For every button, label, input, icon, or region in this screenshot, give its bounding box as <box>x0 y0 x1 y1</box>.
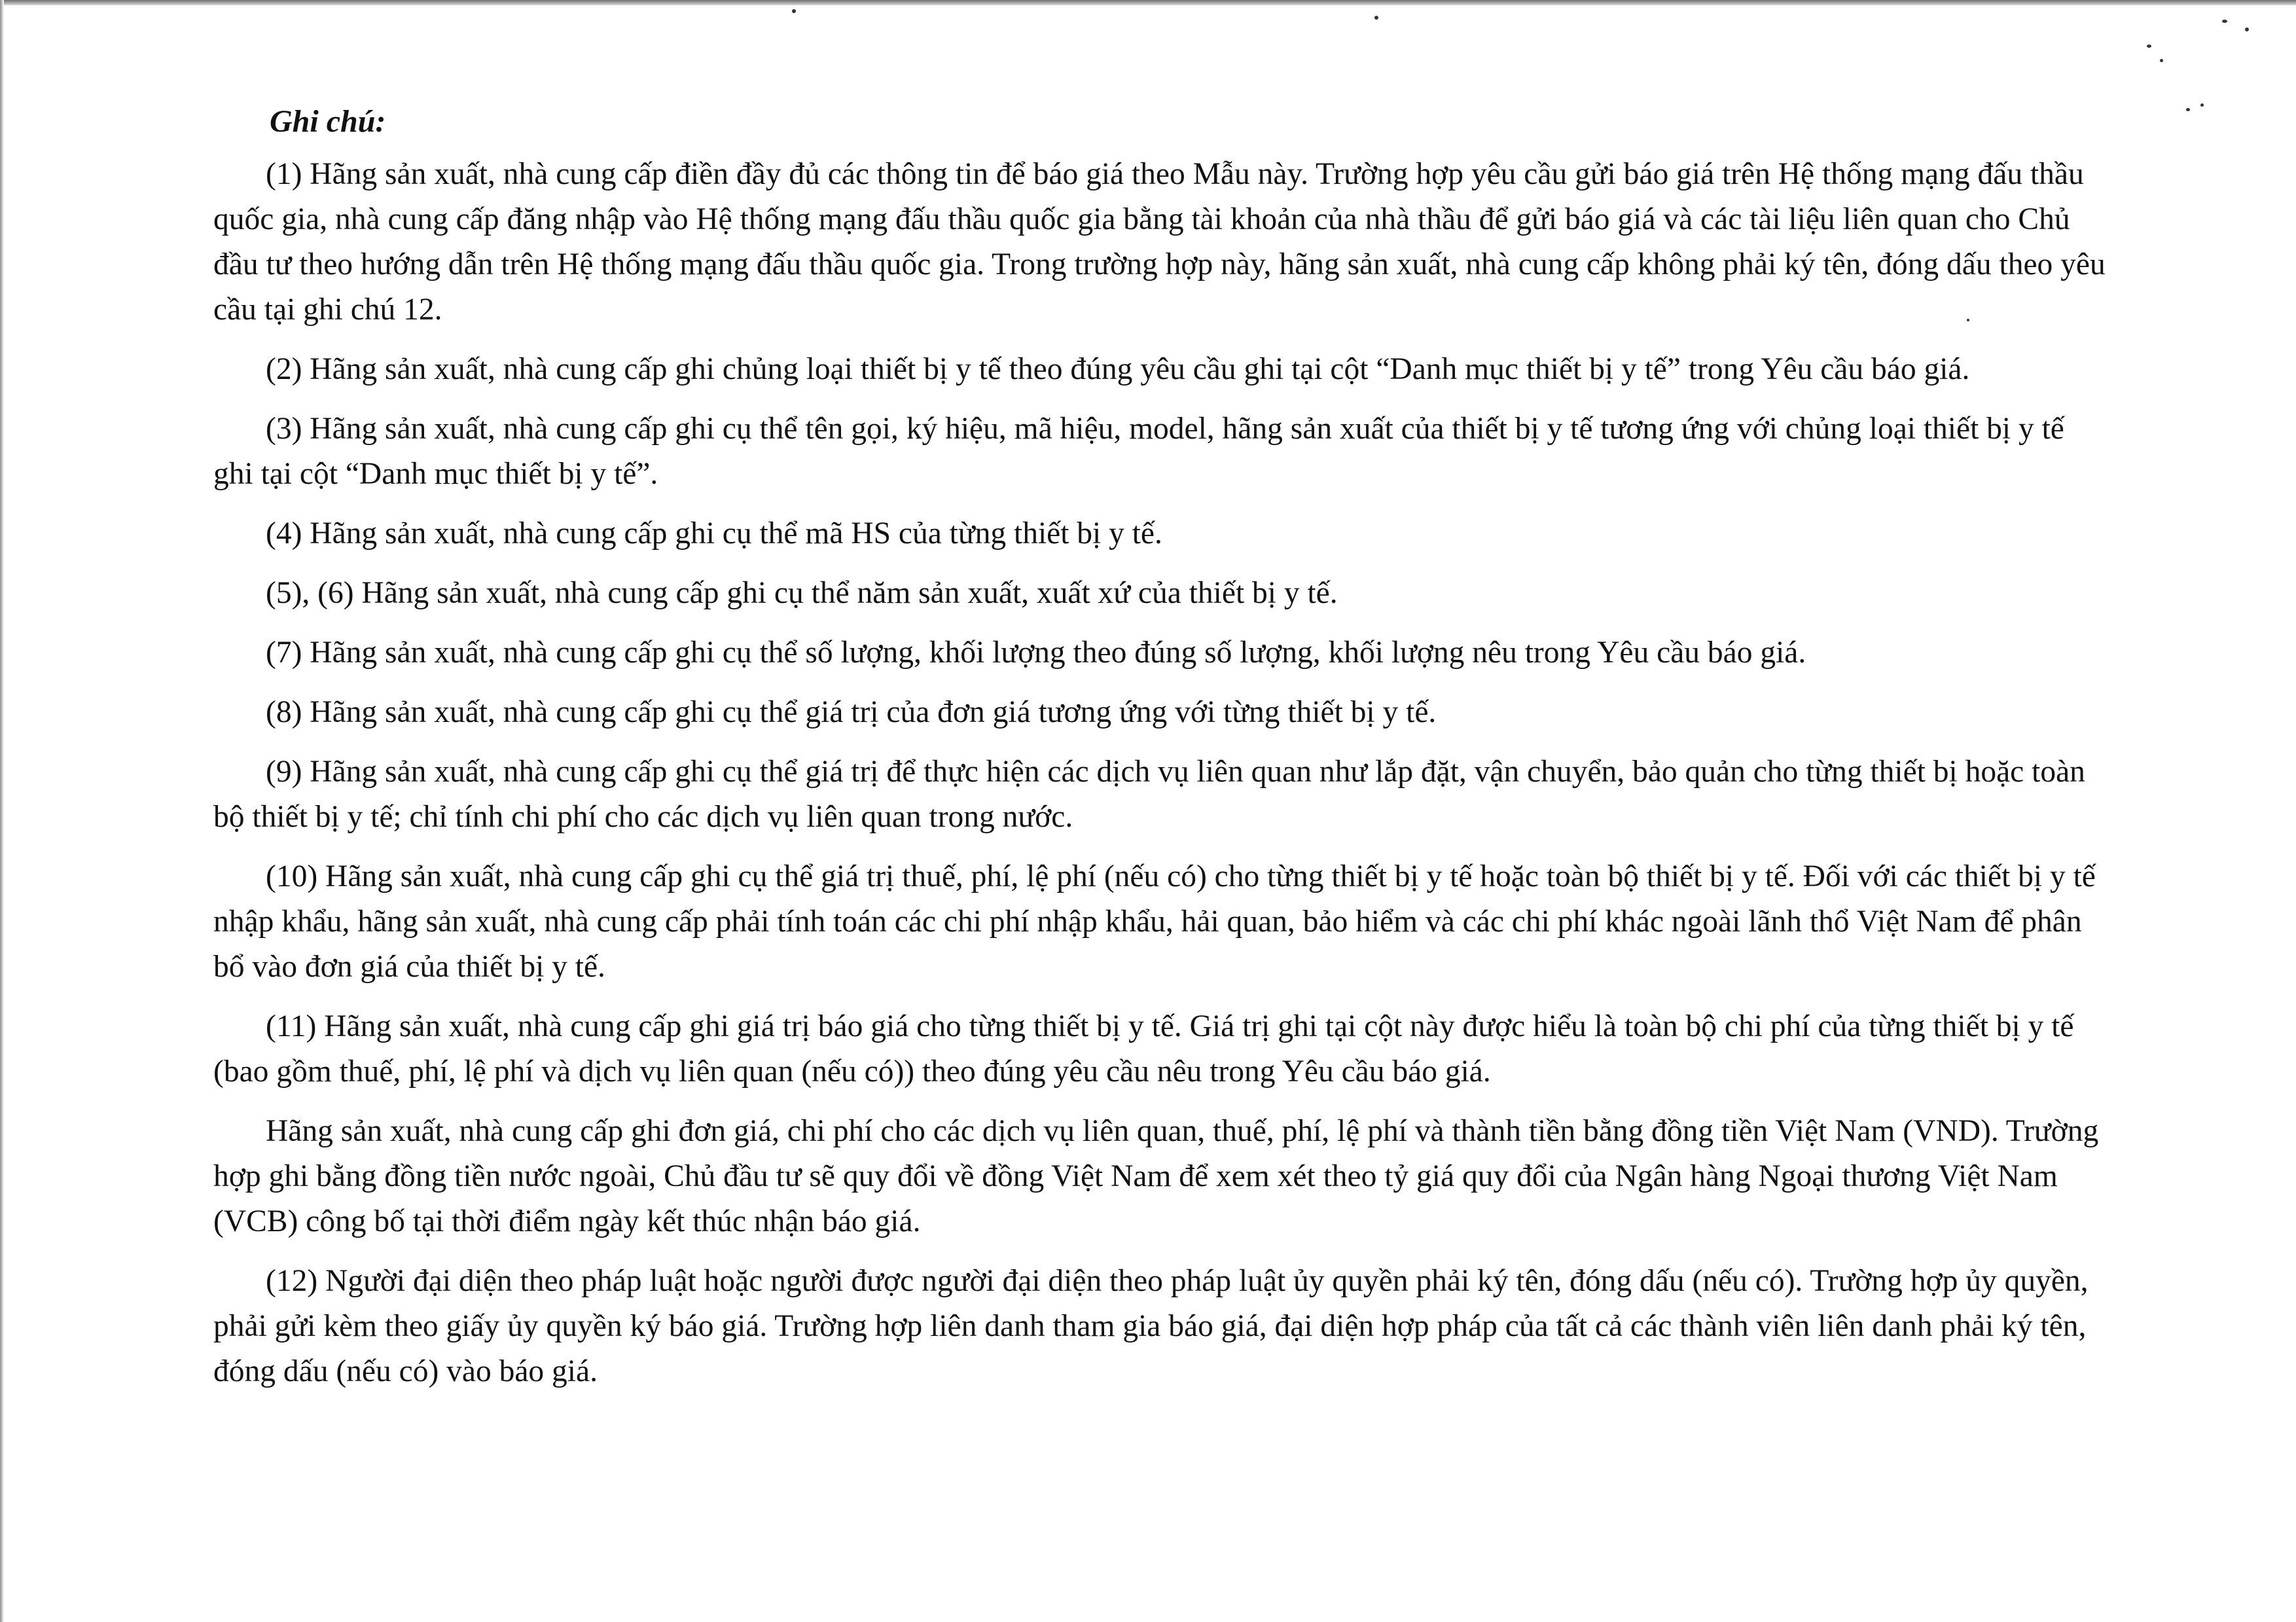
note-12: (12) Người đại diện theo pháp luật hoặc người được người đại diện theo pháp luật ủy quyền phải ký tên, đóng dấu (nếu có). Trường hợp ủy quyền, phải gửi kèm theo giấy ủy quyền ký báo giá. Trường hợp liên danh tham gia báo giá, đại diện hợp pháp của tất cả các thành viên liên danh phải ký tên, đóng dấu (nếu có) vào báo giá. <box>213 1264 2089 1388</box>
notes-heading: Ghi chú: <box>270 104 386 139</box>
note-7: (7) Hãng sản xuất, nhà cung cấp ghi cụ thể số lượng, khối lượng theo đúng số lượng, khối lượng nêu trong Yêu cầu báo giá. <box>266 636 1806 670</box>
document-page <box>213 98 2111 1409</box>
scan-speck <box>2186 108 2190 111</box>
scan-speck <box>2245 27 2249 31</box>
note-5-6: (5), (6) Hãng sản xuất, nhà cung cấp ghi cụ thể năm sản xuất, xuất xứ của thiết bị y tế. <box>266 576 1338 610</box>
note-9: (9) Hãng sản xuất, nhà cung cấp ghi cụ thể giá trị để thực hiện các dịch vụ liên quan như lắp đặt, vận chuyển, bảo quản cho từng thiết bị hoặc toàn bộ thiết bị y tế; chỉ tính chi phí cho các dịch vụ liên quan trong nước. <box>213 755 2085 834</box>
note-3: (3) Hãng sản xuất, nhà cung cấp ghi cụ thể tên gọi, ký hiệu, mã hiệu, model, hãng sản xuất của thiết bị y tế tương ứng với chủng loại thiết bị y tế ghi tại cột “Danh mục thiết bị y tế”. <box>213 412 2064 491</box>
scan-edge-left <box>0 0 4 1622</box>
scan-speck <box>792 9 796 13</box>
note-11: (11) Hãng sản xuất, nhà cung cấp ghi giá trị báo giá cho từng thiết bị y tế. Giá trị ghi tại cột này được hiểu là toàn bộ chi phí của từng thiết bị y tế (bao gồm thuế, phí, lệ phí và dịch vụ liên quan (nếu có)) theo đúng yêu cầu nêu trong Yêu cầu báo giá. <box>213 1009 2074 1089</box>
scan-speck <box>2147 45 2151 48</box>
scan-speck <box>1374 16 1378 20</box>
note-8: (8) Hãng sản xuất, nhà cung cấp ghi cụ thể giá trị của đơn giá tương ứng với từng thiết bị y tế. <box>266 695 1437 729</box>
note-10: (10) Hãng sản xuất, nhà cung cấp ghi cụ thể giá trị thuế, phí, lệ phí (nếu có) cho từng thiết bị y tế hoặc toàn bộ thiết bị y tế. Đối với các thiết bị y tế nhập khẩu, hãng sản xuất, nhà cung cấp phải tính toán các chi phí nhập khẩu, hải quan, bảo hiểm và các chi phí khác ngoài lãnh thổ Việt Nam để phân bổ vào đơn giá của thiết bị y tế. <box>213 859 2096 984</box>
scan-speck <box>2222 20 2227 23</box>
scan-speck <box>2160 59 2163 62</box>
scan-speck <box>2200 103 2204 107</box>
scan-edge-top <box>0 0 2296 5</box>
note-2: (2) Hãng sản xuất, nhà cung cấp ghi chủng loại thiết bị y tế theo đúng yêu cầu ghi tại cột “Danh mục thiết bị y tế” trong Yêu cầu báo giá. <box>266 352 1970 386</box>
note-currency: Hãng sản xuất, nhà cung cấp ghi đơn giá, chi phí cho các dịch vụ liên quan, thuế, phí, lệ phí và thành tiền bằng đồng tiền Việt Nam (VND). Trường hợp ghi bằng đồng tiền nước ngoài, Chủ đầu tư sẽ quy đổi về đồng Việt Nam để xem xét theo tỷ giá quy đổi của Ngân hàng Ngoại thương Việt Nam (VCB) công bố tại thời điểm ngày kết thúc nhận báo giá. <box>213 1114 2099 1238</box>
note-4: (4) Hãng sản xuất, nhà cung cấp ghi cụ thể mã HS của từng thiết bị y tế. <box>266 516 1162 550</box>
note-1: (1) Hãng sản xuất, nhà cung cấp điền đầy đủ các thông tin để báo giá theo Mẫu này. Trường hợp yêu cầu gửi báo giá trên Hệ thống mạng đấu thầu quốc gia, nhà cung cấp đăng nhập vào Hệ thống mạng đấu thầu quốc gia bằng tài khoản của nhà thầu để gửi báo giá và các tài liệu liên quan cho Chủ đầu tư theo hướng dẫn trên Hệ thống mạng đấu thầu quốc gia. Trong trường hợp này, hãng sản xuất, nhà cung cấp không phải ký tên, đóng dấu theo yêu cầu tại ghi chú 12. <box>213 157 2106 327</box>
